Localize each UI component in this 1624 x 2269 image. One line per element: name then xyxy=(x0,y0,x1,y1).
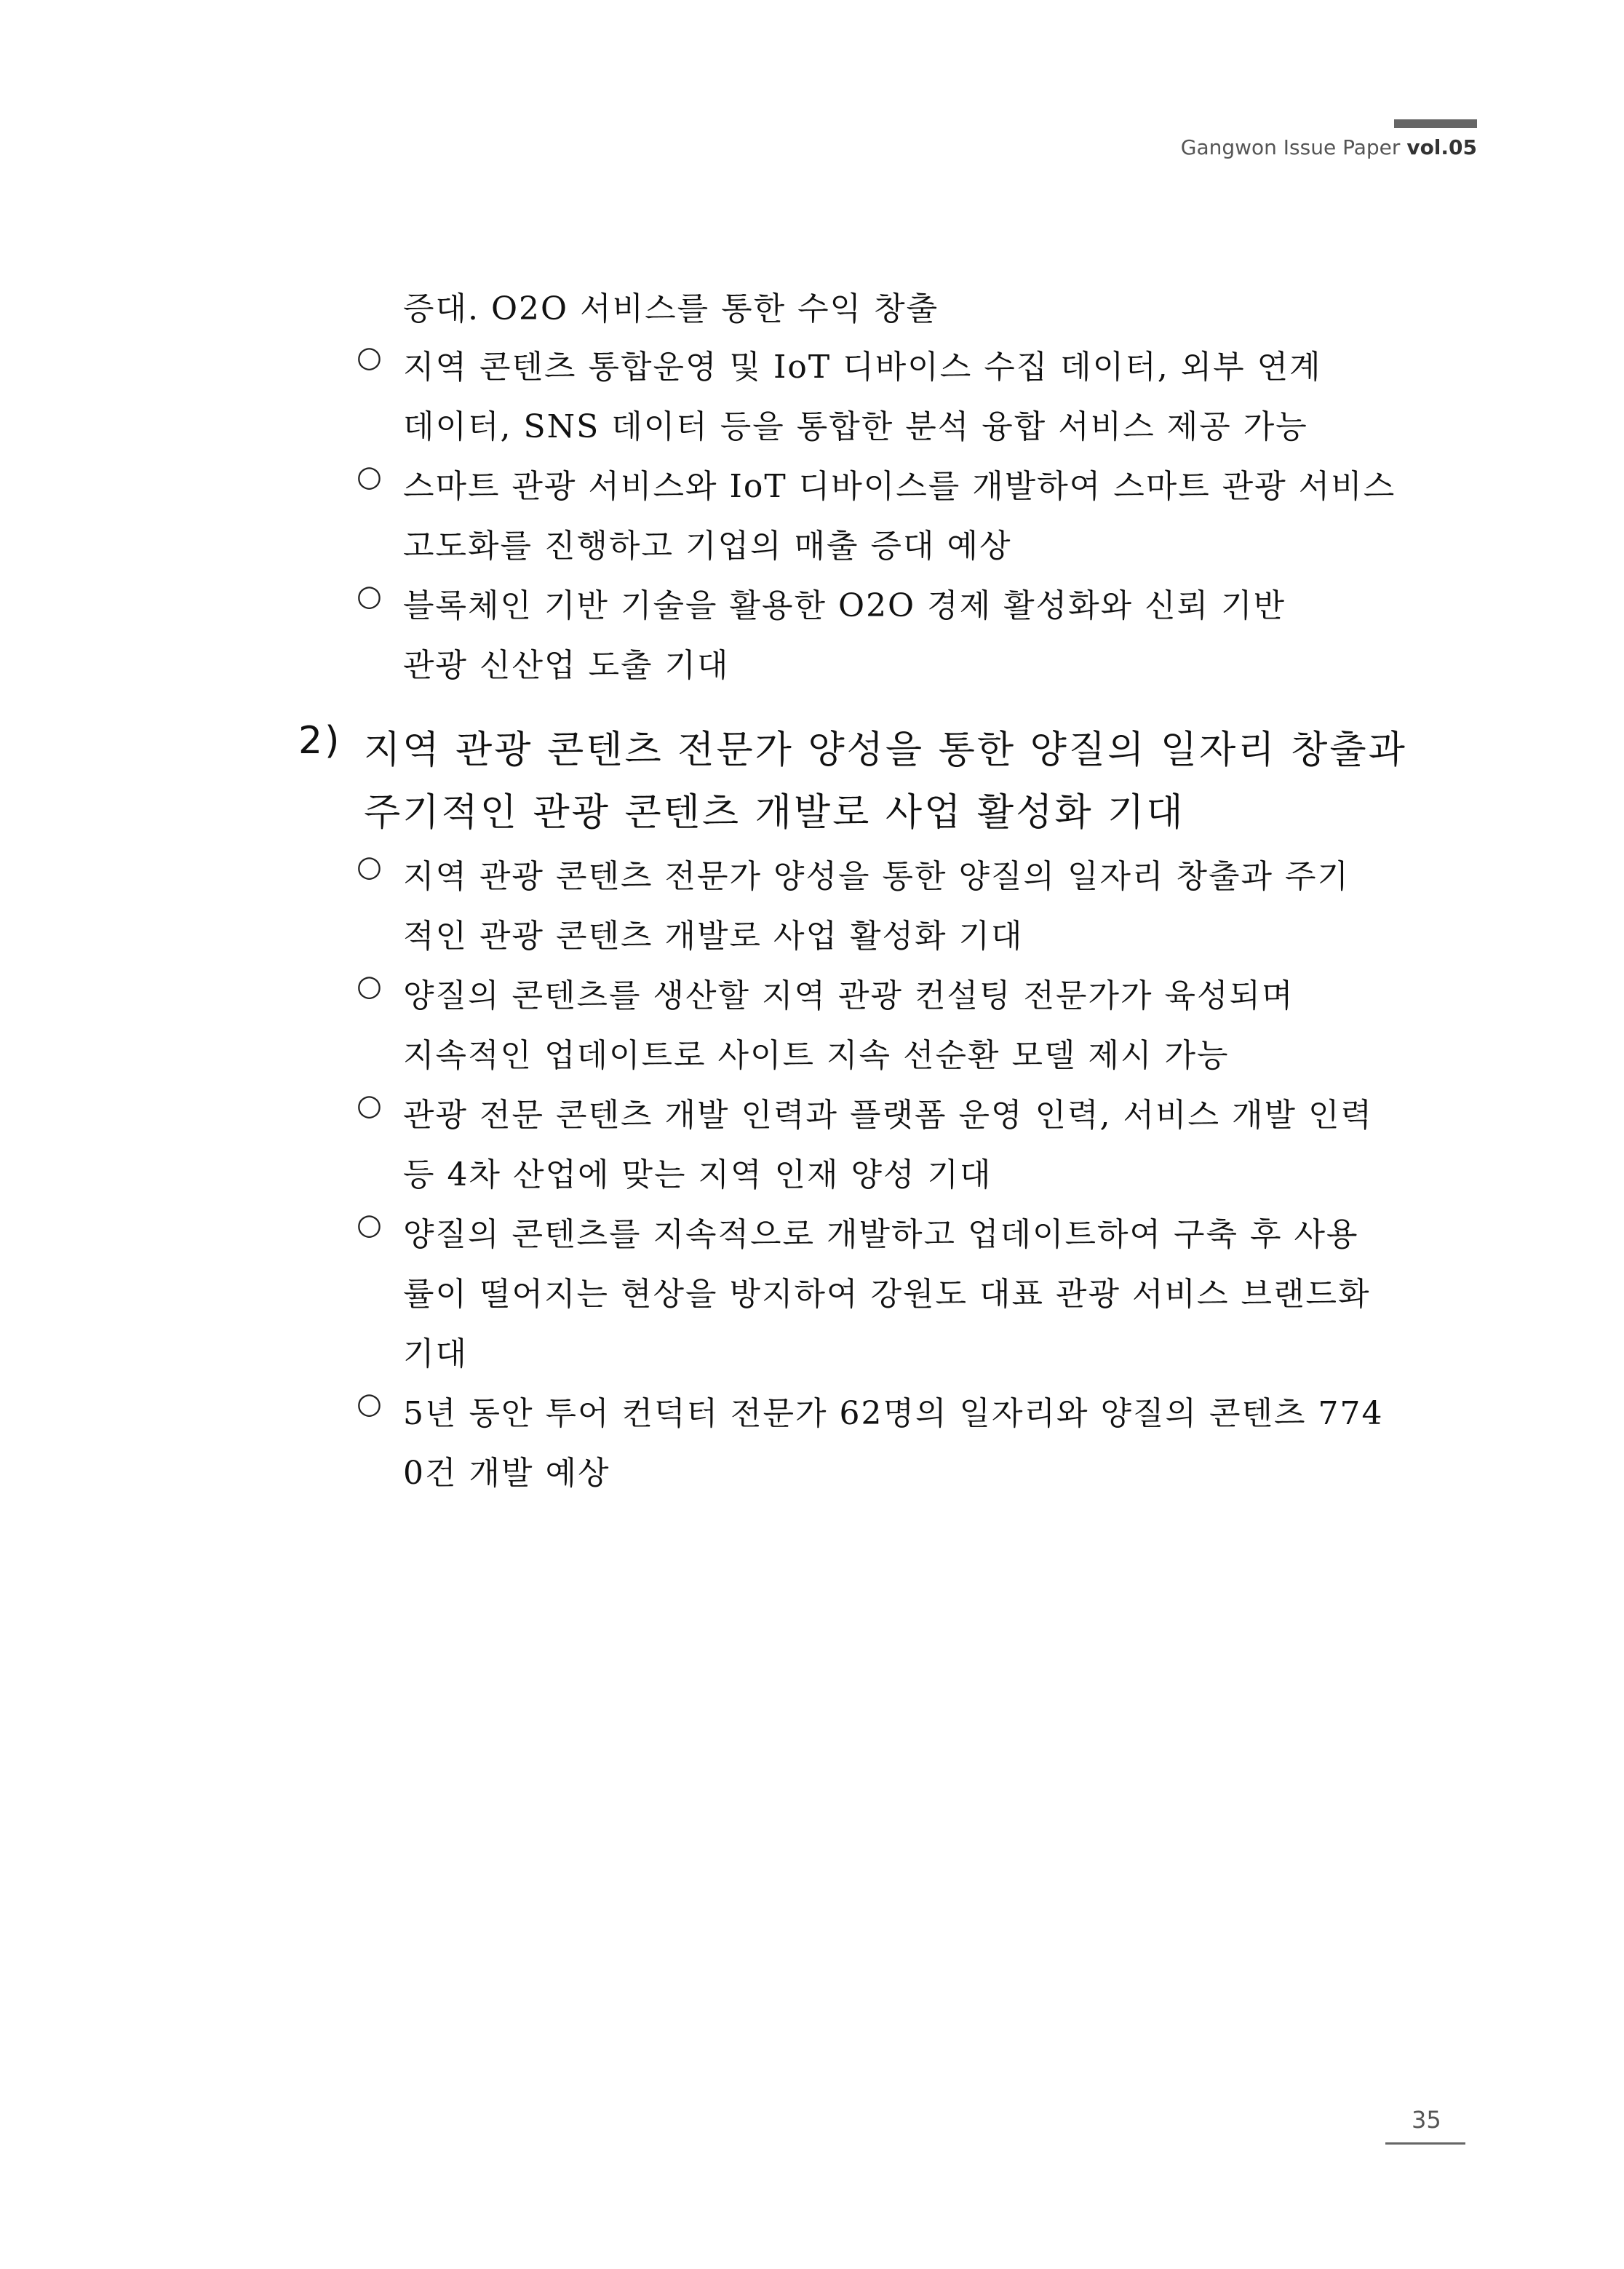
bullet-1-line-2: 데이터, SNS 데이터 등을 통합한 분석 융합 서비스 제공 가능 xyxy=(403,408,1308,445)
bullet-5-line-1: 양질의 콘텐츠를 생산할 지역 관광 컨설팅 전문가가 육성되며 xyxy=(403,977,1294,1014)
bullet-marker: ○ xyxy=(357,341,382,374)
section-title-line-2: 주기적인 관광 콘텐츠 개발로 사업 활성화 기대 xyxy=(364,791,1185,835)
bullet-marker: ○ xyxy=(357,1089,382,1122)
bullet-1-line-1: 지역 콘텐츠 통합운영 및 IoT 디바이스 수집 데이터, 외부 연계 xyxy=(403,349,1322,386)
bullet-3-line-2: 관광 신산업 도출 기대 xyxy=(403,647,730,684)
bullet-marker: ○ xyxy=(357,850,382,883)
bullet-4-line-2: 적인 관광 콘텐츠 개발로 사업 활성화 기대 xyxy=(403,918,1024,955)
bullet-2-line-1: 스마트 관광 서비스와 IoT 디바이스를 개발하여 스마트 관광 서비스 xyxy=(403,468,1396,505)
bullet-marker: ○ xyxy=(357,1208,382,1241)
section-number: 2) xyxy=(298,719,342,763)
bullet-4-line-1: 지역 관광 콘텐츠 전문가 양성을 통한 양질의 일자리 창출과 주기 xyxy=(403,858,1350,895)
bullet-marker: ○ xyxy=(357,969,382,1003)
bullet-7-line-1: 양질의 콘텐츠를 지속적으로 개발하고 업데이트하여 구축 후 사용 xyxy=(403,1216,1359,1253)
bullet-marker: ○ xyxy=(357,579,382,613)
bullet-7-line-3: 기대 xyxy=(403,1335,469,1372)
header-series: Gangwon Issue Paper xyxy=(1180,135,1407,159)
bullet-6-line-2: 등 4차 산업에 맞는 지역 인재 양성 기대 xyxy=(403,1156,992,1193)
bullet-2-line-2: 고도화를 진행하고 기업의 매출 증대 예상 xyxy=(403,528,1012,565)
section-title-line-1: 지역 관광 콘텐츠 전문가 양성을 통한 양질의 일자리 창출과 xyxy=(364,728,1407,772)
bullet-marker: ○ xyxy=(357,1387,382,1420)
bullet-3-line-1: 블록체인 기반 기술을 활용한 O2O 경제 활성화와 신뢰 기반 xyxy=(403,587,1286,624)
bullet-5-line-2: 지속적인 업데이트로 사이트 지속 선순환 모델 제시 가능 xyxy=(403,1037,1230,1074)
header-volume: vol.05 xyxy=(1406,135,1477,159)
page-number: 35 xyxy=(1412,2106,1441,2134)
bullet-8-line-2: 0건 개발 예상 xyxy=(403,1455,610,1492)
footer-rule xyxy=(1385,2142,1465,2145)
bullet-marker: ○ xyxy=(357,460,382,493)
bullet-6-line-1: 관광 전문 콘텐츠 개발 인력과 플랫폼 운영 인력, 서비스 개발 인력 xyxy=(403,1097,1373,1134)
bullet-7-line-2: 률이 떨어지는 현상을 방지하여 강원도 대표 관광 서비스 브랜드화 xyxy=(403,1276,1371,1313)
bullet-8-line-1: 5년 동안 투어 컨덕터 전문가 62명의 일자리와 양질의 콘텐츠 774 xyxy=(403,1395,1384,1432)
continuation-line: 증대. O2O 서비스를 통한 수익 창출 xyxy=(403,290,939,327)
